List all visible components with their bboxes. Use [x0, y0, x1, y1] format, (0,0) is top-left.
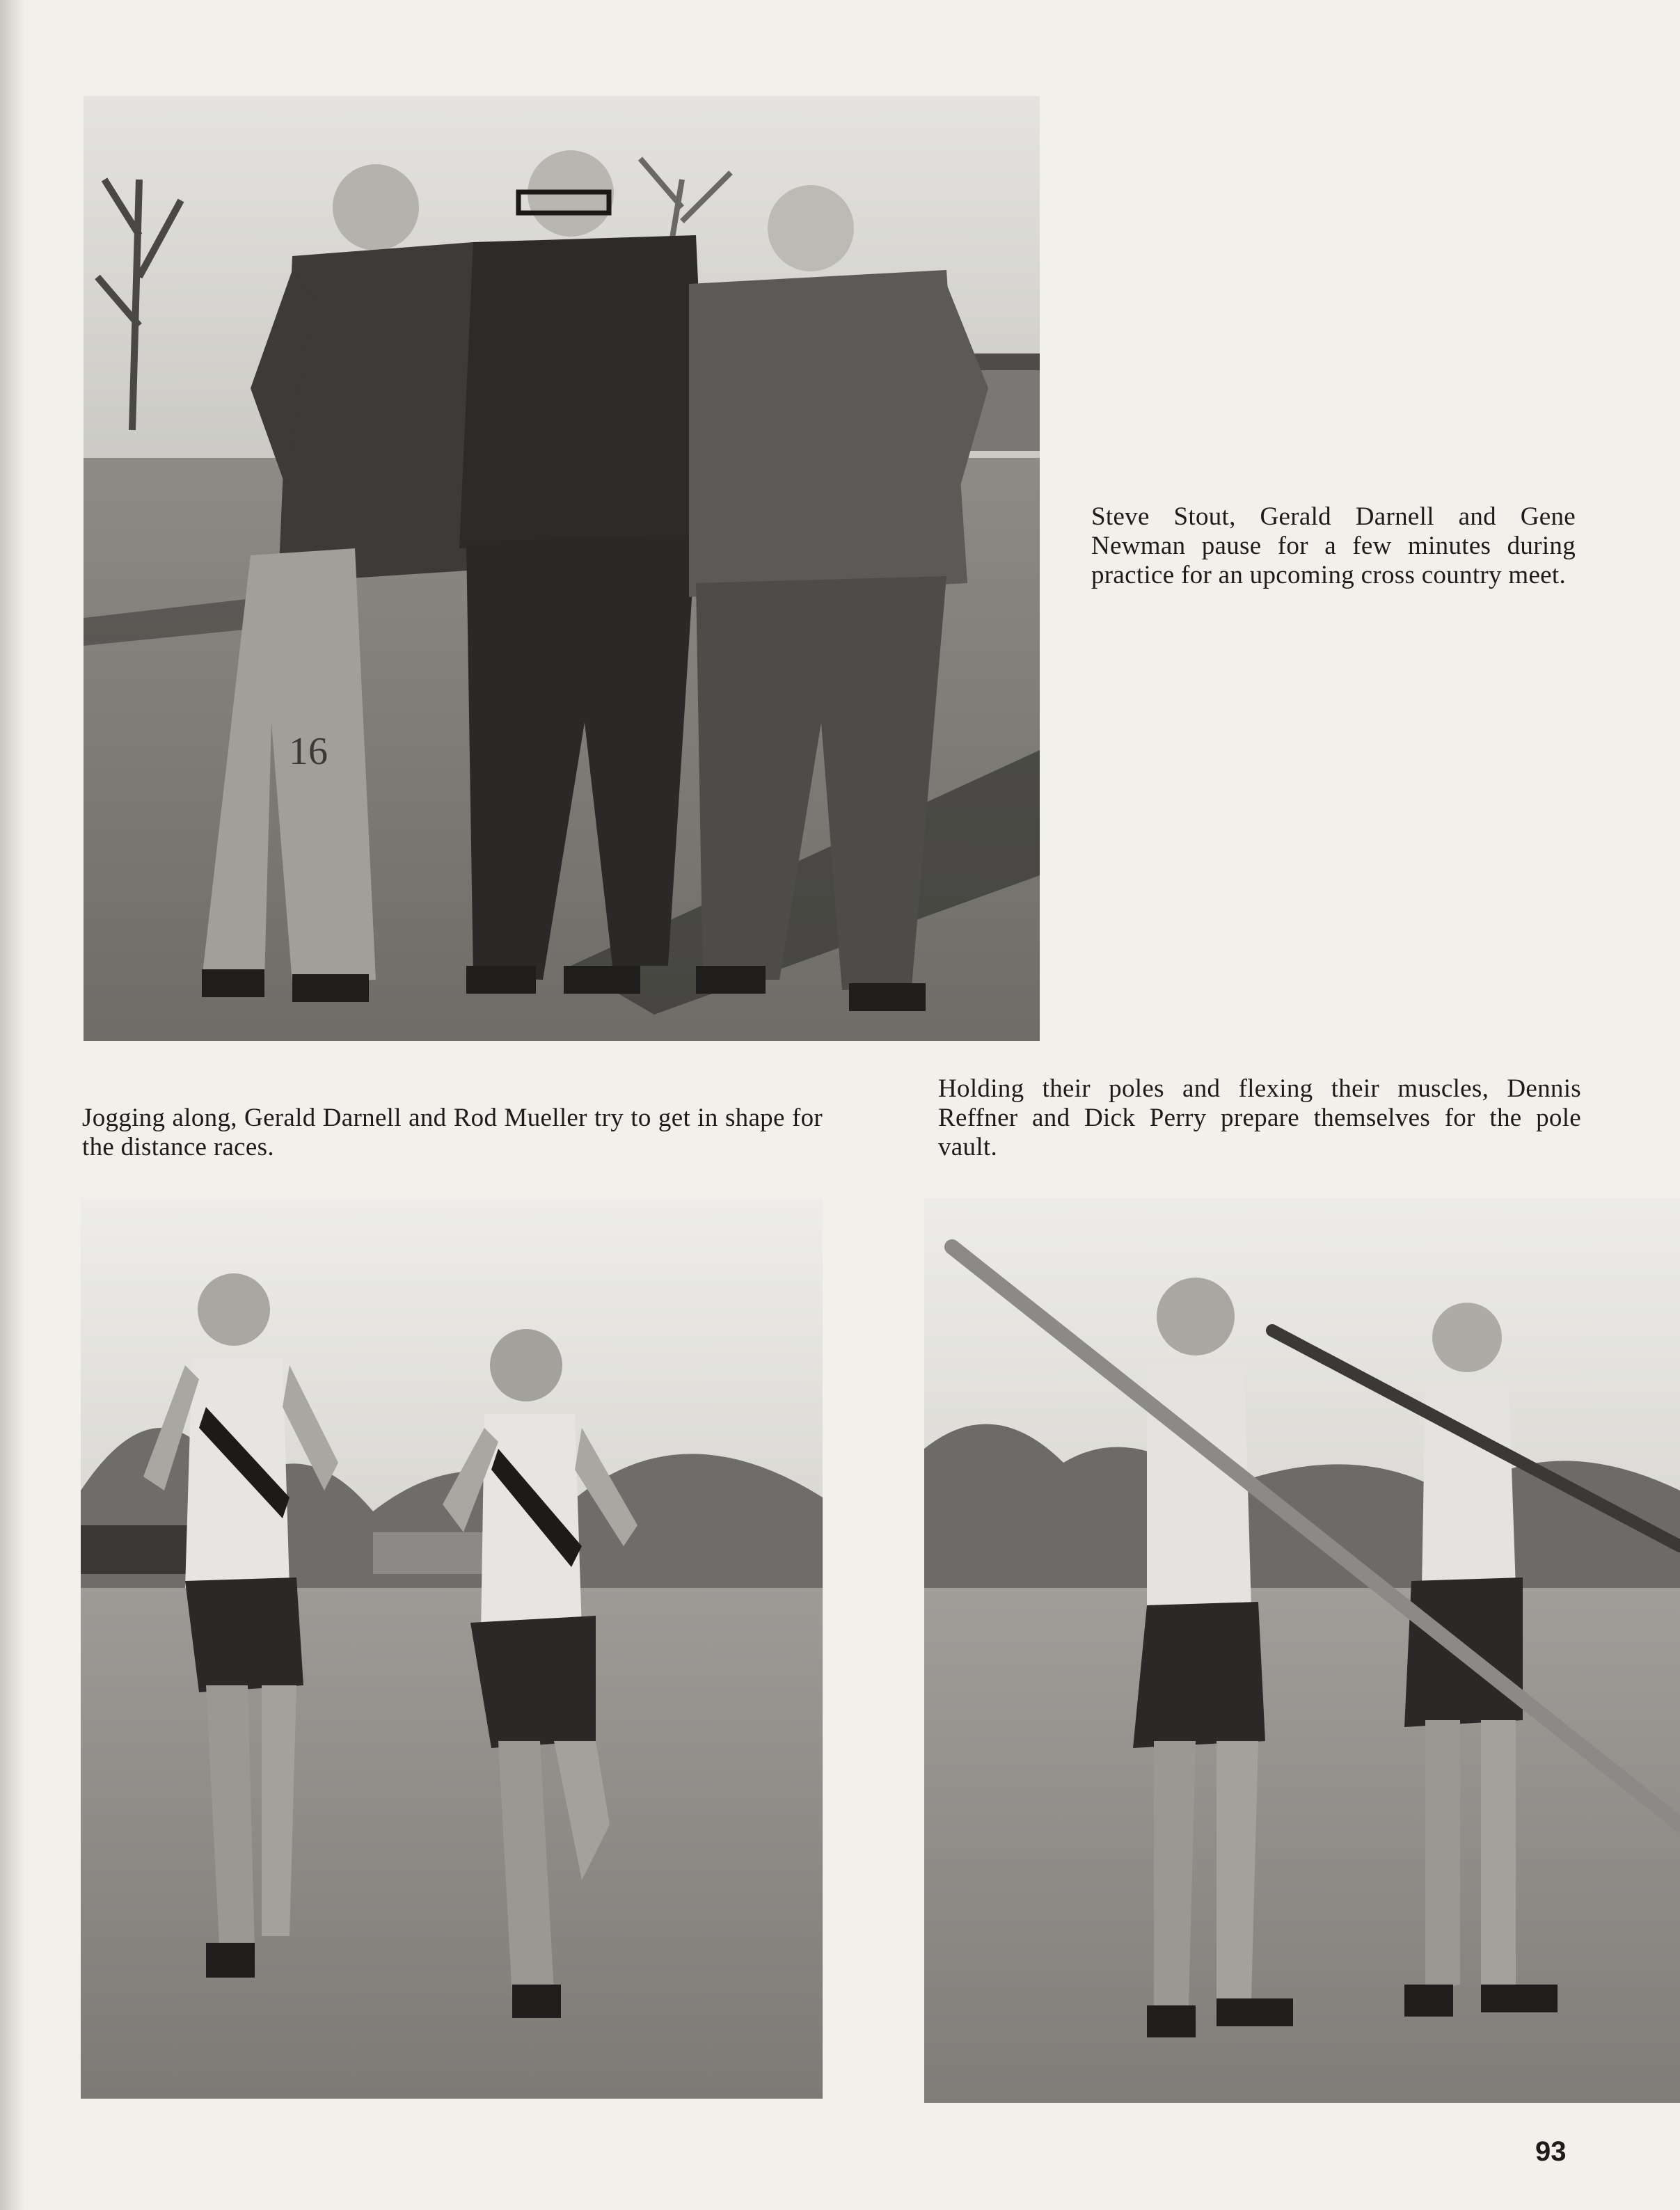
photo-joggers — [81, 1198, 823, 2099]
caption-joggers: Jogging along, Gerald Darnell and Rod Mueller try to get in shape for the distance races. — [82, 1104, 823, 1161]
page-binding-edge — [0, 0, 25, 2210]
caption-pole-vaulters: Holding their poles and flexing their muscles, Dennis Reffner and Dick Perry prepare themselves for the pole vault. — [938, 1074, 1581, 1161]
svg-text:16: 16 — [289, 730, 328, 773]
photo-joggers-image — [81, 1198, 823, 2099]
photo-pole-vaulters — [924, 1198, 1680, 2103]
caption-three-runners: Steve Stout, Gerald Darnell and Gene Newman pause for a few minutes during practice for an upcoming cross country meet. — [1091, 502, 1576, 589]
photo-pole-vaulters-image — [924, 1198, 1680, 2103]
photo-three-runners-image — [84, 96, 1040, 1041]
page-number: 93 — [1535, 2136, 1567, 2167]
photo-three-runners — [84, 96, 1040, 1041]
